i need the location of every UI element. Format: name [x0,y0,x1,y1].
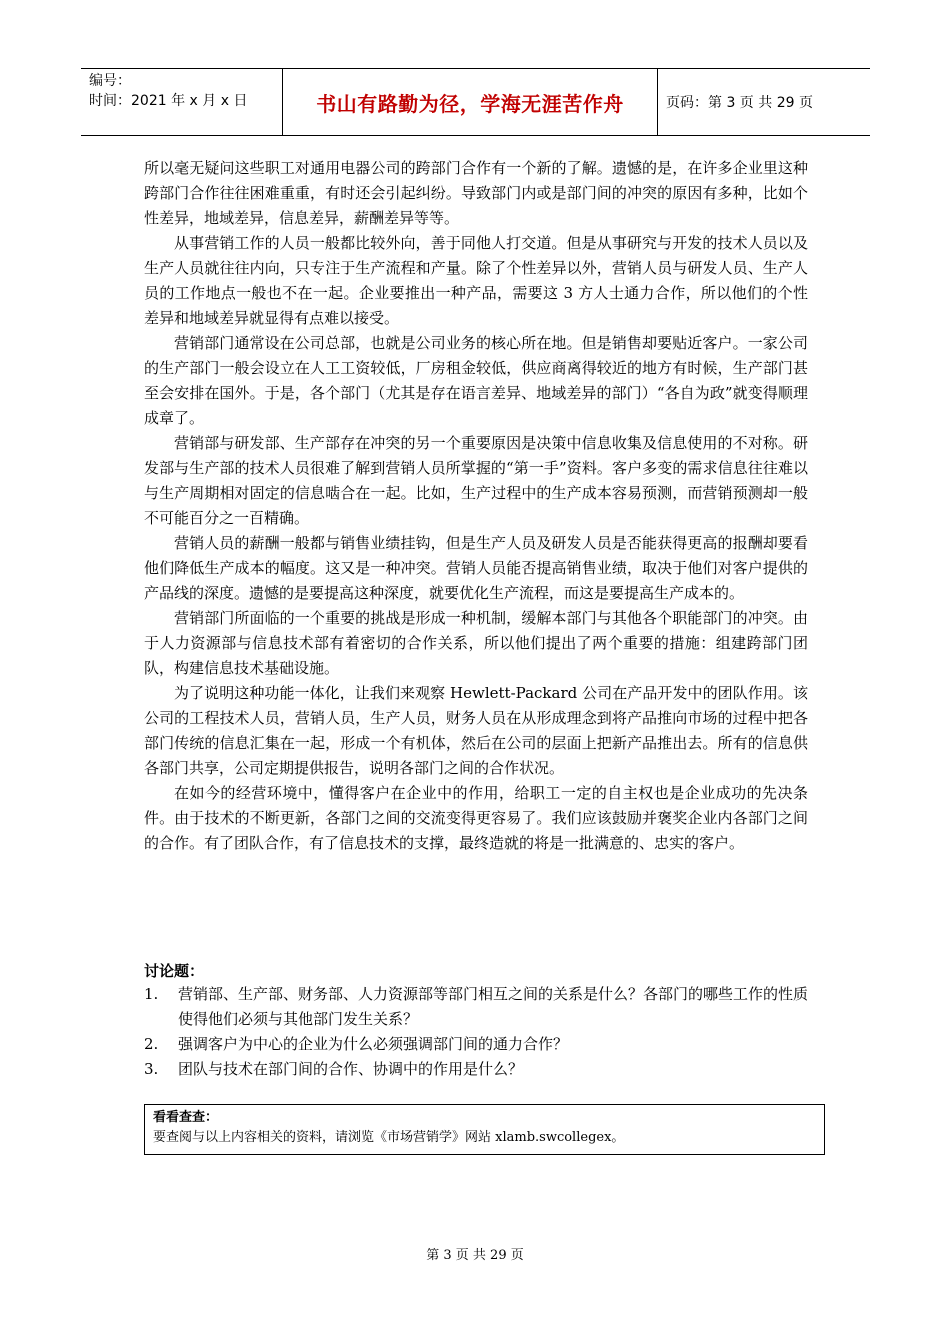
paragraph: 营销部门所面临的一个重要的挑战是形成一种机制，缓解本部门与其他各个职能部门的冲突。由于人力资源部与信息技术部有着密切的合作关系，所以他们提出了两个重要的措施：组建跨部门团队，构建信息技术基础设施。 [144,609,808,677]
question-text: 强调客户为中心的企业为什么必须强调部门间的通力合作？ [178,1035,569,1053]
paragraph: 从事营销工作的人员一般都比较外向，善于同他人打交道。但是从事研究与开发的技术人员以及生产人员就往往内向，只专注于生产流程和产量。除了个性差异以外，营销人员与研发人员、生产人员的工作地点一般也不在一起。企业要推出一种产品，需要这 3 方人士通力合作，所以他们的个性差异和地域差异就显得有点难以接受。 [144,234,808,327]
article-body [144,156,808,856]
reference-title: 看看查查： [153,1110,219,1125]
paragraph: 在如今的经营环境中，懂得客户在企业中的作用，给职工一定的自主权也是企业成功的先决条件。由于技术的不断更新，各部门之间的交流变得更容易了。我们应该鼓励并褒奖企业内各部门之间的合作。有了团队合作，有了信息技术的支撑，最终造就的将是一批满意的、忠实的客户。 [144,784,808,852]
discussion-question-list [144,982,808,1082]
page-header [81,68,870,136]
reference-text: 要查阅与以上内容相关的资料，请浏览《市场营销学》网站 xlamb.swcollegex。 [153,1130,625,1145]
header-motto: 书山有路勤为径，学海无涯苦作舟 [283,69,658,135]
question-text: 团队与技术在部门间的合作、协调中的作用是什么？ [178,1060,524,1078]
reference-box [144,1104,825,1155]
paragraph: 为了说明这种功能一体化，让我们来观察 Hewlett-Packard 公司在产品开发中的团队作用。该公司的工程技术人员，营销人员，生产人员，财务人员在从形成理念到将产品推向市场的过程中把各部门传统的信息汇集在一起，形成一个有机体，然后在公司的层面上把新产品推出去。所有的信息供各部门共享，公司定期提供报告，说明各部门之间的合作状况。 [144,684,808,777]
paragraph: 营销部门通常设在公司总部，也就是公司业务的核心所在地。但是销售却要贴近客户。一家公司的生产部门一般会设立在人工工资较低，厂房租金较低，供应商离得较近的地方有时候，生产部门甚至会安排在国外。于是，各个部门（尤其是存在语言差异、地域差异的部门）“各自为政”就变得顺理成章了。 [144,334,808,427]
question-number: 3. [144,1060,159,1078]
header-page-label: 页码：第 3 页 共 29 页 [666,95,813,111]
discussion-question [144,1057,808,1082]
discussion-question [144,982,808,1032]
document-date-label: 时间：2021 年 x 月 x 日 [89,93,248,109]
question-number: 1. [144,985,159,1003]
page-footer: 第 3 页 共 29 页 [426,1248,524,1263]
question-number: 2. [144,1035,159,1053]
question-text: 营销部、生产部、财务部、人力资源部等部门相互之间的关系是什么？各部门的哪些工作的性质使得他们必须与其他部门发生关系？ [178,985,809,1028]
discussion-question [144,1032,808,1057]
header-meta-cell [81,69,283,135]
paragraph: 营销人员的薪酬一般都与销售业绩挂钩，但是生产人员及研发人员是否能获得更高的报酬却要看他们降低生产成本的幅度。这又是一种冲突。营销人员能否提高销售业绩，取决于他们对客户提供的产品线的深度。遗憾的是要提高这种深度，就要优化生产流程，而这是要提高生产成本的。 [144,534,808,602]
document-number-label: 编号： [89,73,131,89]
discussion-title: 讨论题： [144,962,205,980]
paragraph: 营销部与研发部、生产部存在冲突的另一个重要原因是决策中信息收集及信息使用的不对称。研发部与生产部的技术人员很难了解到营销人员所掌握的“第一手”资料。客户多变的需求信息往往难以与生产周期相对固定的信息啮合在一起。比如，生产过程中的生产成本容易预测，而营销预测却一般不可能百分之一百精确。 [144,434,808,527]
paragraph: 所以毫无疑问这些职工对通用电器公司的跨部门合作有一个新的了解。遗憾的是，在许多企业里这种跨部门合作往往困难重重，有时还会引起纠纷。导致部门内或是部门间的冲突的原因有多种，比如个性差异，地域差异，信息差异，薪酬差异等等。 [144,159,808,227]
